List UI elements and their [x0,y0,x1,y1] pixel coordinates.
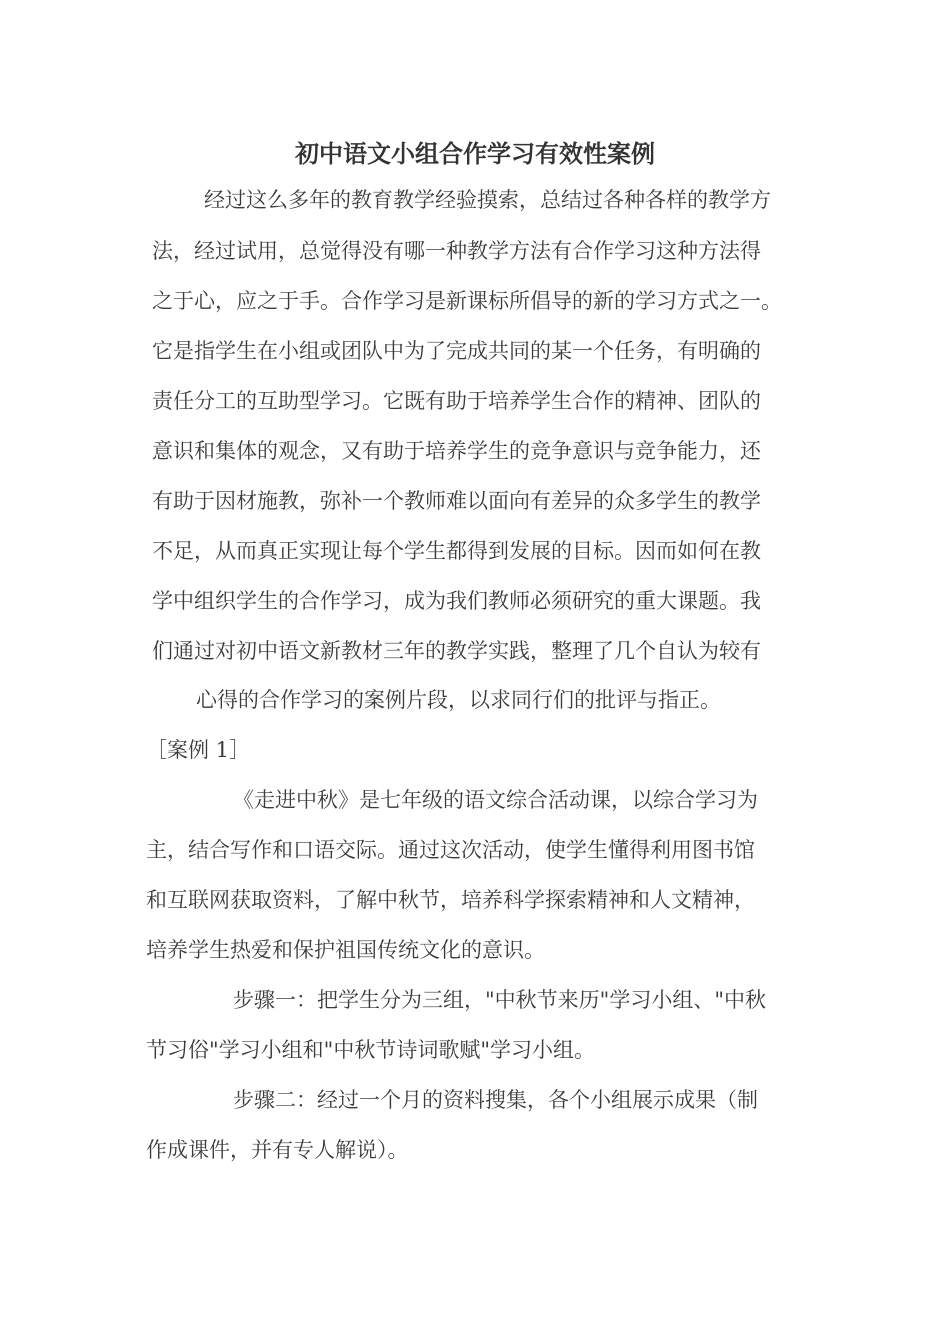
document-title: 初中语文小组合作学习有效性案例 [295,140,655,168]
intro-line-7: 有助于因材施教，弥补一个教师难以面向有差异的众多学生的教学 [152,489,761,513]
step-1-line-1: 步骤一：把学生分为三组，"中秋节来历"学习小组、"中秋 [233,988,766,1012]
intro-line-4: 它是指学生在小组或团队中为了完成共同的某一个任务，有明确的 [152,339,761,363]
intro-line-10: 们通过对初中语文新教材三年的教学实践，整理了几个自认为较有 [152,639,761,663]
intro-line-8: 不足，从而真正实现让每个学生都得到发展的目标。因而如何在教 [152,539,761,563]
intro-line-3: 之于心，应之于手。合作学习是新课标所倡导的新的学习方式之一。 [152,289,782,313]
intro-line-2: 法，经过试用，总觉得没有哪一种教学方法有合作学习这种方法得 [152,239,761,263]
case-line-4: 培养学生热爱和保护祖国传统文化的意识。 [146,938,545,962]
step-2-line-1: 步骤二：经过一个月的资料搜集，各个小组展示成果（制 [233,1088,758,1112]
case-line-2: 主，结合写作和口语交际。通过这次活动，使学生懂得利用图书馆 [146,838,755,862]
intro-line-6: 意识和集体的观念，又有助于培养学生的竞争意识与竞争能力，还 [152,439,761,463]
case-label: ［案例 1］ [146,738,251,762]
case-line-1: 《走进中秋》是七年级的语文综合活动课，以综合学习为 [233,788,758,812]
intro-line-11: 心得的合作学习的案例片段，以求同行们的批评与指正。 [196,688,721,712]
case-line-3: 和互联网获取资料，了解中秋节，培养科学探索精神和人文精神， [146,888,755,912]
step-1-line-2: 节习俗"学习小组和"中秋节诗词歌赋"学习小组。 [146,1038,595,1062]
intro-line-9: 学中组织学生的合作学习，成为我们教师必须研究的重大课题。我 [152,589,761,613]
step-2-line-2: 作成课件，并有专人解说）。 [146,1138,409,1162]
intro-line-5: 责任分工的互助型学习。它既有助于培养学生合作的精神、团队的 [152,389,761,413]
intro-line-1: 经过这么多年的教育教学经验摸索，总结过各种各样的教学方 [204,188,771,212]
